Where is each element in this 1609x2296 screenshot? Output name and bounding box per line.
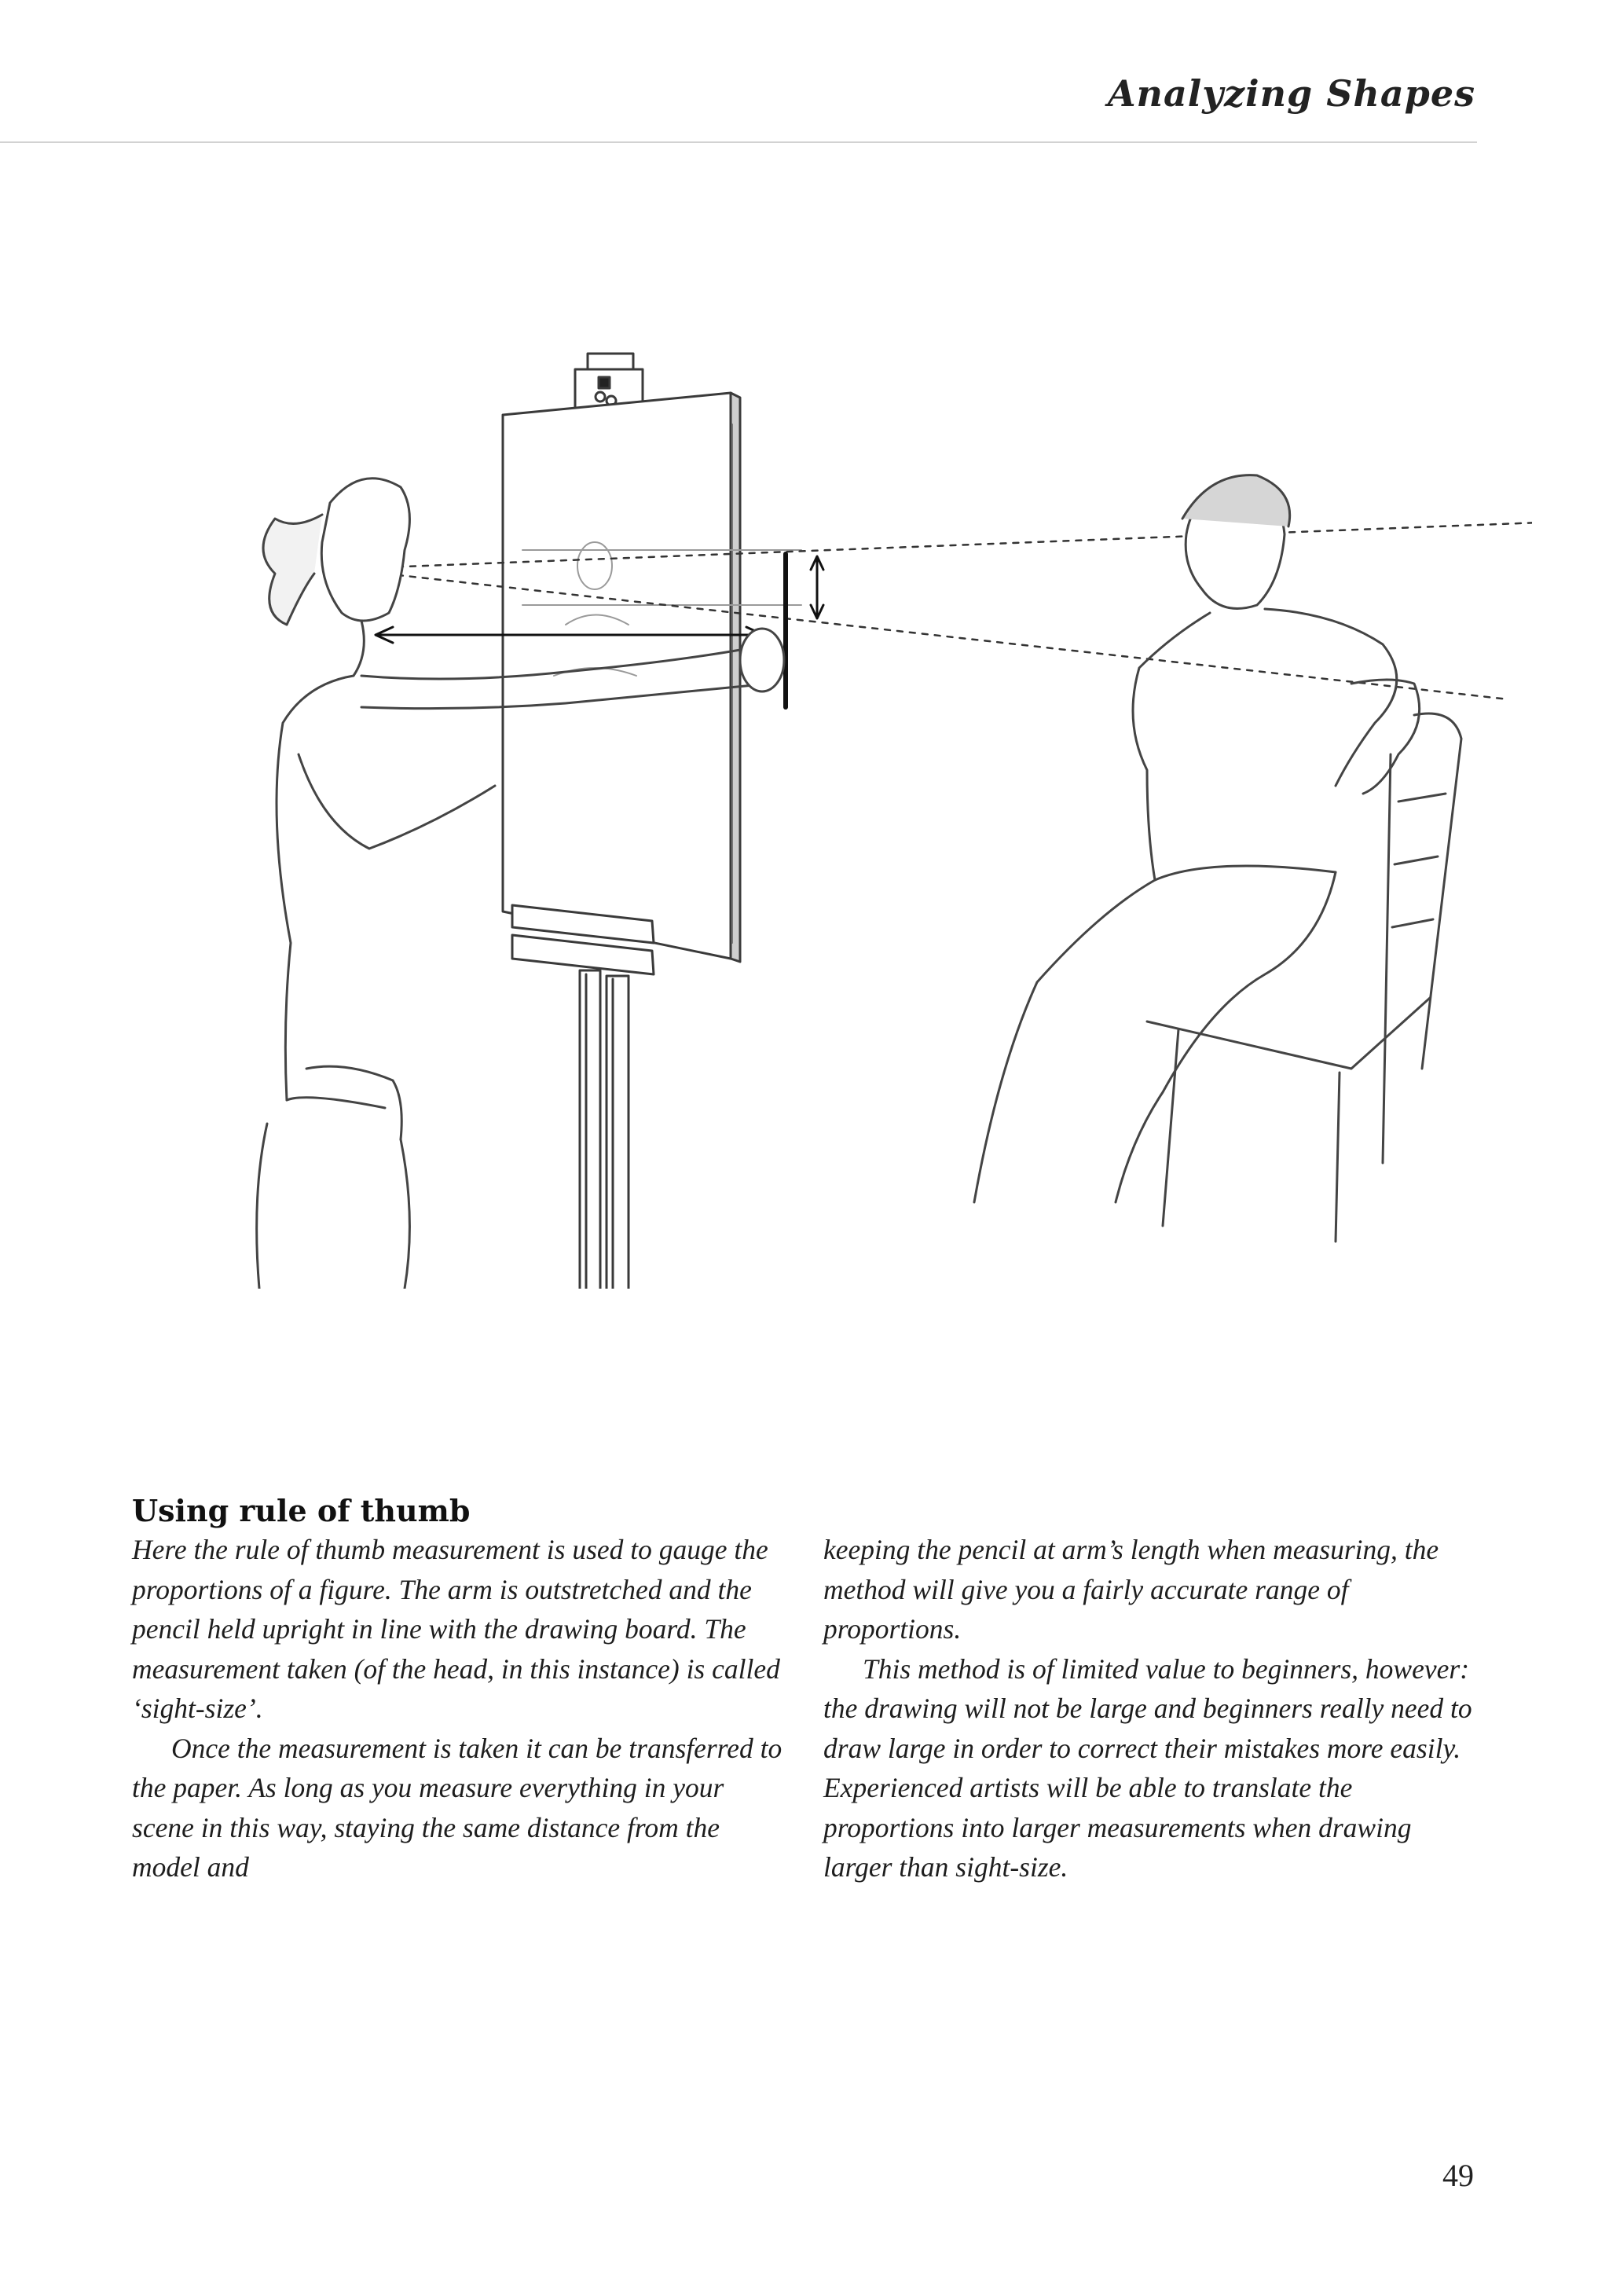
easel-base [512,905,654,1289]
left-column [132,1530,784,1887]
section-title: Using rule of thumb [132,1493,471,1528]
paragraph: This method is of limited value to beginners, however: the drawing will not be large and beginners really need to draw large in order to correct their mistakes more easily. Experienced artists will be able to translate the proportions into larger measurements when drawing larger than sight-size. [823,1652,1472,1883]
header-rule [0,141,1477,143]
paragraph: keeping the pencil at arm’s length when measuring, the method will give you a fairly accurate range of proportions. [823,1534,1439,1645]
chair [1147,713,1461,1242]
drawing-board [503,393,740,962]
running-head-title: Analyzing Shapes [1107,72,1475,115]
seated-man [974,475,1420,1202]
paragraph: Once the measurement is taken it can be transferred to the paper. As long as you measure everything in your scene in this way, staying the same distance from the model and [132,1732,783,1883]
paragraph: Here the rule of thumb measurement is used to gauge the proportions of a figure. The arm is outstretched and the pencil held upright in line with the drawing board. The measurement taken (of the head, in this instance) is called ‘sight-size’. [132,1534,780,1724]
right-column [823,1530,1475,1887]
figure-illustration [126,314,1532,1289]
page-number: 49 [1442,2158,1474,2193]
